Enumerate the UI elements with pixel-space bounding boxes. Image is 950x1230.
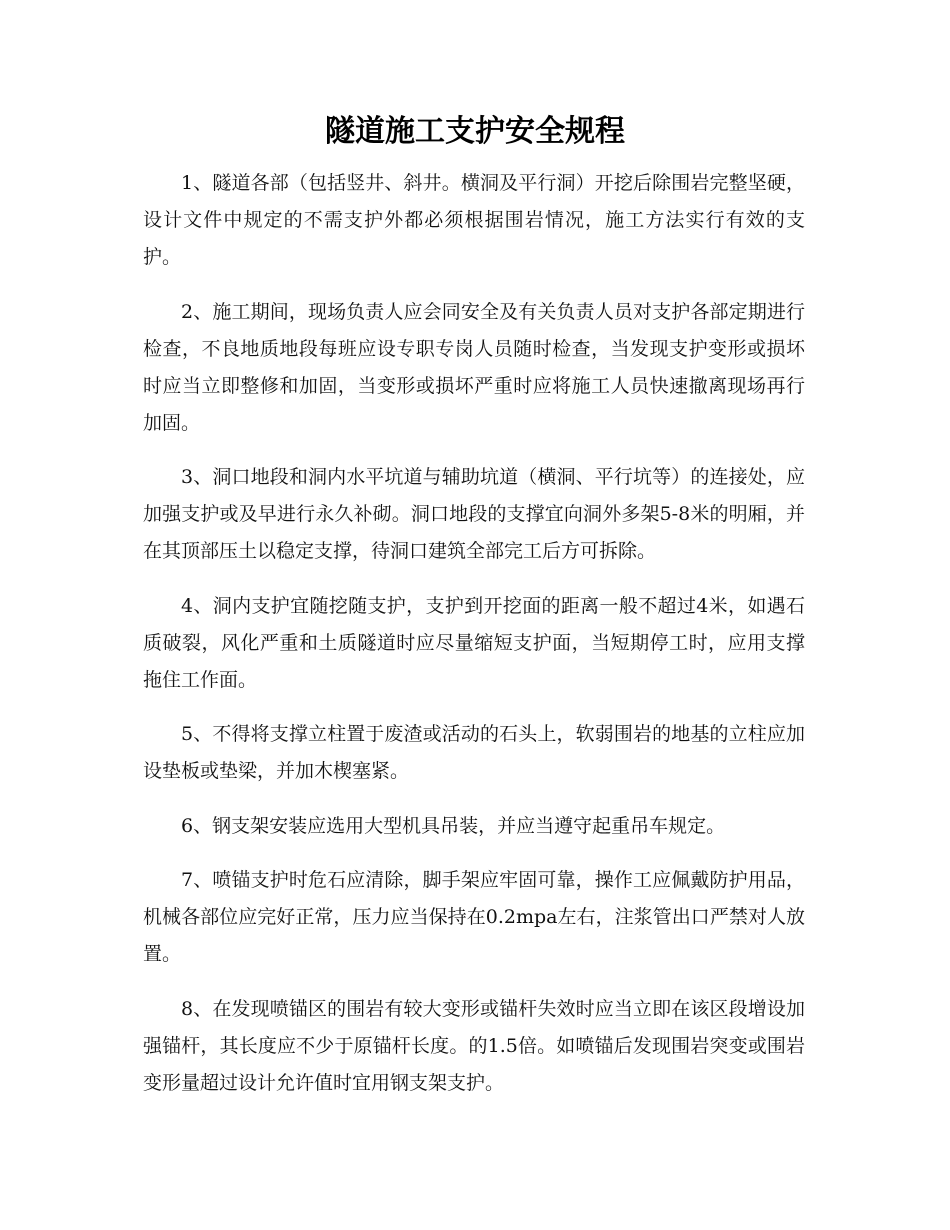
paragraph-6: 6、钢支架安装应选用大型机具吊装，并应当遵守起重吊车规定。 — [181, 814, 726, 837]
paragraph-7: 7、喷锚支护时危石应清除，脚手架应牢固可靠，操作工应佩戴防护用品，机械各部位应完好正常，压力应当保持在0.2mpa左右，注浆管出口严禁对人放置。 — [143, 869, 805, 965]
paragraph-2: 2、施工期间，现场负责人应会同安全及有关负责人员对支护各部定期进行检查，不良地质地段每班应设专职专岗人员随时检查，当发现支护变形或损坏时应当立即整修和加固，当变形或损坏严重时应将施工人员快速撤离现场再行加固。 — [143, 300, 805, 434]
paragraph-8: 8、在发现喷锚区的围岩有较大变形或锚杆失效时应当立即在该区段增设加强锚杆，其长度应不少于原锚杆长度。的1.5倍。如喷锚后发现围岩突变或围岩变形量超过设计允许值时宜用钢支架支护。 — [143, 997, 805, 1094]
paragraph-1: 1、隧道各部（包括竖井、斜井。横洞及平行洞）开挖后除围岩完整坚硬，设计文件中规定的不需支护外都必须根据围岩情况，施工方法实行有效的支护。 — [143, 172, 805, 268]
paragraph-4: 4、洞内支护宜随挖随支护，支护到开挖面的距离一般不超过4米，如遇石质破裂，风化严重和土质隧道时应尽量缩短支护面，当短期停工时，应用支撑拖住工作面。 — [143, 594, 805, 691]
document-title: 隧道施工支护安全规程 — [325, 114, 625, 149]
paragraph-5: 5、不得将支撑立柱置于废渣或活动的石头上，软弱围岩的地基的立柱应加设垫板或垫梁，并加木楔塞紧。 — [143, 723, 805, 782]
document-body — [143, 165, 805, 1119]
paragraph-3: 3、洞口地段和洞内水平坑道与辅助坑道（横洞、平行坑等）的连接处，应加强支护或及早进行永久补砌。洞口地段的支撑宜向洞外多架5-8米的明厢，并在其顶部压土以稳定支撑，待洞口建筑全部完工后方可拆除。 — [143, 466, 805, 562]
